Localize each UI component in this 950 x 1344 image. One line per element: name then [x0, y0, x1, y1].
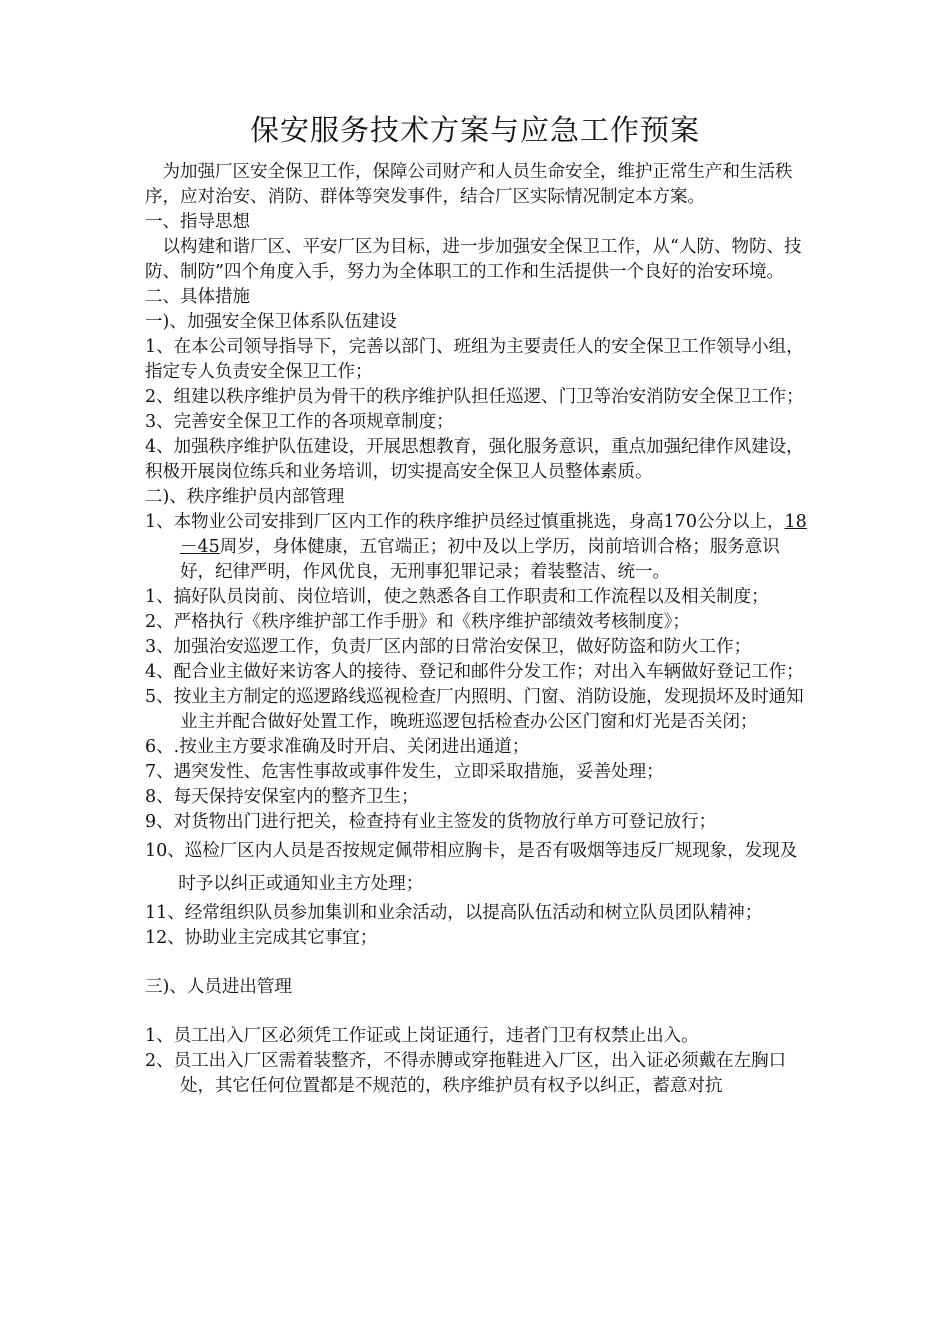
list-item: 5、按业主方制定的巡逻路线巡视检查厂内照明、门窗、消防设施，发现损坏及时通知业主并配合做好处置工作，晚班巡逻包括检查办公区门窗和灯光是否关闭；	[145, 687, 804, 732]
section-heading-specific-measures: 二、具体措施	[145, 287, 250, 307]
list-item: 6、.按业主方要求准确及时开启、关闭进出通道；	[145, 737, 530, 757]
list-item: 1、员工出入厂区必须凭工作证或上岗证通行，违者门卫有权禁止出入。	[145, 1026, 699, 1046]
subsection-heading-team-building: 一)、加强安全保卫体系队伍建设	[145, 312, 397, 332]
list-item: 12、协助业主完成其它事宜；	[145, 928, 378, 948]
subsection-heading-internal-management: 二)、秩序维护员内部管理	[145, 487, 345, 507]
list-item-recruitment	[145, 510, 810, 585]
list-item: 2、严格执行《秩序维护部工作手册》和《秩序维护部绩效考核制度》；	[145, 612, 690, 632]
subsection-heading-personnel-access: 三)、人员进出管理	[145, 977, 292, 997]
list-item: 2、员工出入厂区需着装整齐，不得赤膊或穿拖鞋进入厂区，出入证必须戴在左胸口处，其它任何位置都是不规范的，秩序维护员有权予以纠正，蓄意对抗	[145, 1051, 787, 1096]
list-item: 2、组建以秩序维护员为骨干的秩序维护队担任巡逻、门卫等治安消防安全保卫工作；	[145, 387, 804, 407]
list-item: 4、加强秩序维护队伍建设，开展思想教育，强化服务意识，重点加强纪律作风建设，积极开展岗位练兵和业务培训，切实提高安全保卫人员整体素质。	[145, 437, 804, 482]
list-item: 9、对货物出门进行把关，检查持有业主签发的货物放行单方可登记放行；	[145, 812, 717, 832]
list-item: 3、加强治安巡逻工作，负责厂区内部的日常治安保卫，做好防盗和防火工作；	[145, 637, 752, 657]
section-heading-guiding-ideology: 一、指导思想	[145, 212, 250, 232]
guiding-ideology-paragraph: 以构建和谐厂区、平安厂区为目标，进一步加强安全保卫工作，从“人防、物防、技防、制防”四个角度入手，努力为全体职工的工作和生活提供一个良好的治安环境。	[145, 237, 802, 282]
list-item: 11、经常组织队员参加集训和业余活动，以提高队伍活动和树立队员团队精神；	[145, 903, 763, 923]
list-item: 7、遇突发性、危害性事故或事件发生，立即采取措施，妥善处理；	[145, 762, 664, 782]
list-item: 1、在本公司领导指导下，完善以部门、班组为主要责任人的安全保卫工作领导小组，指定专人负责安全保卫工作；	[145, 337, 804, 382]
document-title: 保安服务技术方案与应急工作预案	[249, 113, 700, 147]
recruitment-text-after: 周岁，身体健康，五官端正；初中及以上学历，岗前培训合格；服务意识好，纪律严明，作风优良，无刑事犯罪记录；着装整洁、统一。	[180, 537, 780, 582]
intro-paragraph: 为加强厂区安全保卫工作，保障公司财产和人员生命安全，维护正常生产和生活秩序，应对治安、消防、群体等突发事件，结合厂区实际情况制定本方案。	[145, 162, 793, 207]
list-item-10: 10、巡检厂区内人员是否按规定佩带相应胸卡，是否有吸烟等违反厂规现象，发现及时予以纠正或通知业主方处理；	[145, 841, 798, 894]
recruitment-text-before: 1、本物业公司安排到厂区内工作的秩序维护员经过慎重挑选，身高170公分以上，	[145, 512, 785, 532]
list-item: 3、完善安全保卫工作的各项规章制度；	[145, 412, 454, 432]
document-body	[145, 160, 810, 1099]
list-item: 1、搞好队员岗前、岗位培训，使之熟悉各自工作职责和工作流程以及相关制度；	[145, 587, 769, 607]
age-range: 18－45	[180, 512, 807, 557]
list-item: 8、每天保持安保室内的整齐卫生；	[145, 787, 419, 807]
list-item: 4、配合业主做好来访客人的接待、登记和邮件分发工作；对出入车辆做好登记工作；	[145, 662, 804, 682]
